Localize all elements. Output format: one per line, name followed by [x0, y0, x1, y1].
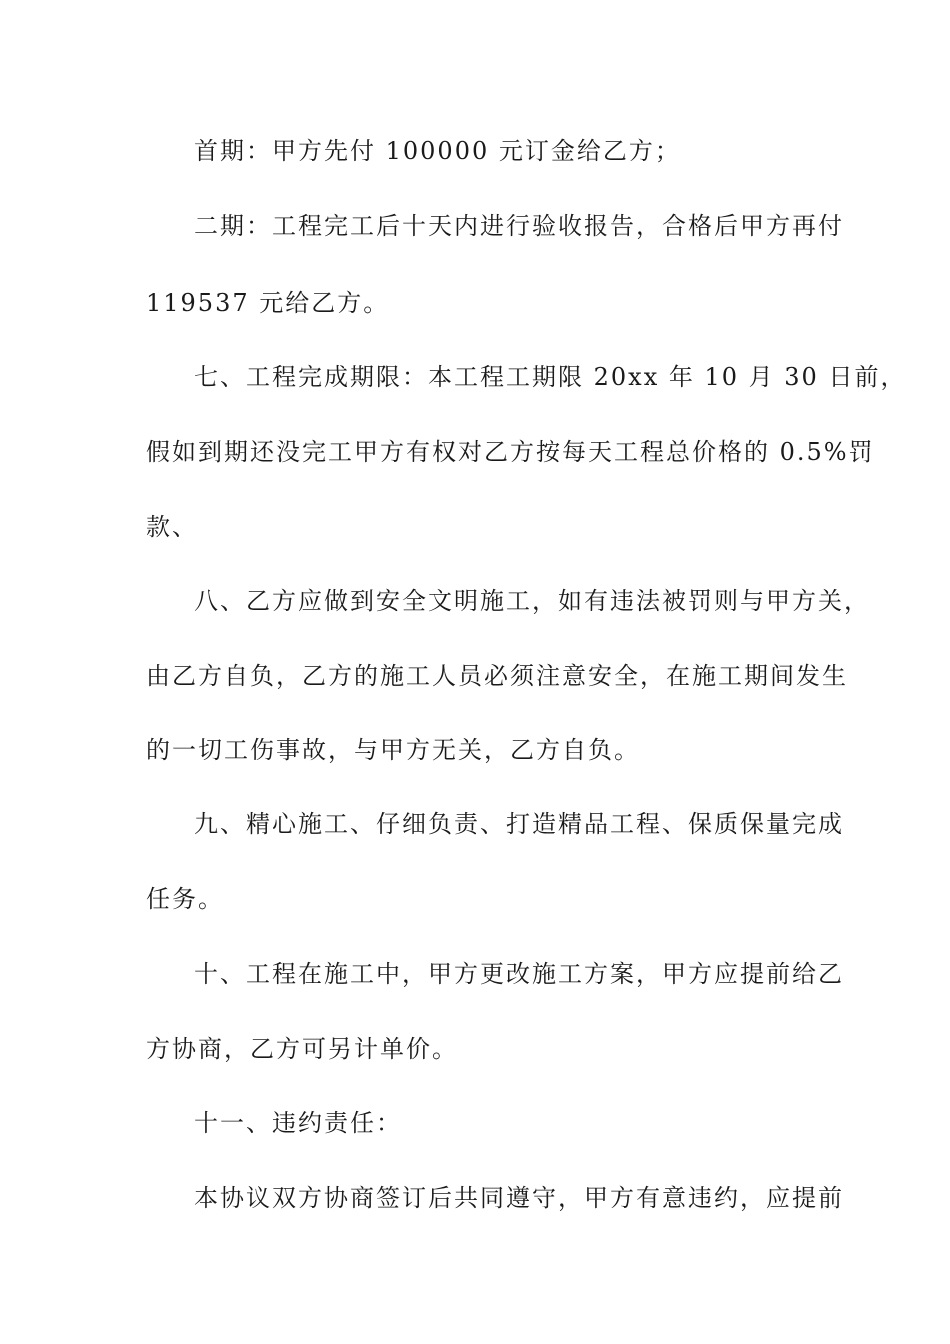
clause-11-heading: 十一、违约责任： — [194, 1109, 402, 1137]
clause-11-body: 本协议双方协商签订后共同遵守，甲方有意违约，应提前 — [194, 1184, 844, 1212]
paragraph-second-payment-cont: 119537 元给乙方。 — [146, 289, 390, 317]
paragraph-second-payment: 二期：工程完工后十天内进行验收报告，合格后甲方再付 — [194, 212, 844, 240]
paragraph-first-payment: 首期：甲方先付 100000 元订金给乙方； — [194, 137, 681, 165]
clause-9-end: 任务。 — [146, 885, 224, 913]
clause-7-end: 款、 — [146, 513, 198, 541]
clause-10-changes: 十、工程在施工中，甲方更改施工方案，甲方应提前给乙 — [194, 960, 844, 988]
clause-9-quality: 九、精心施工、仔细负责、打造精品工程、保质保量完成 — [194, 810, 844, 838]
clause-8-end: 的一切工伤事故，与甲方无关，乙方自负。 — [146, 736, 640, 764]
clause-7-completion-deadline: 七、工程完成期限：本工程工期限 20xx 年 10 月 30 日前， — [194, 363, 907, 391]
clause-7-cont: 假如到期还没完工甲方有权对乙方按每天工程总价格的 0.5%罚 — [146, 438, 875, 466]
clause-8-safety: 八、乙方应做到安全文明施工，如有违法被罚则与甲方关， — [194, 587, 870, 615]
clause-8-cont: 由乙方自负，乙方的施工人员必须注意安全，在施工期间发生 — [146, 662, 848, 690]
clause-10-end: 方协商，乙方可另计单价。 — [146, 1035, 458, 1063]
